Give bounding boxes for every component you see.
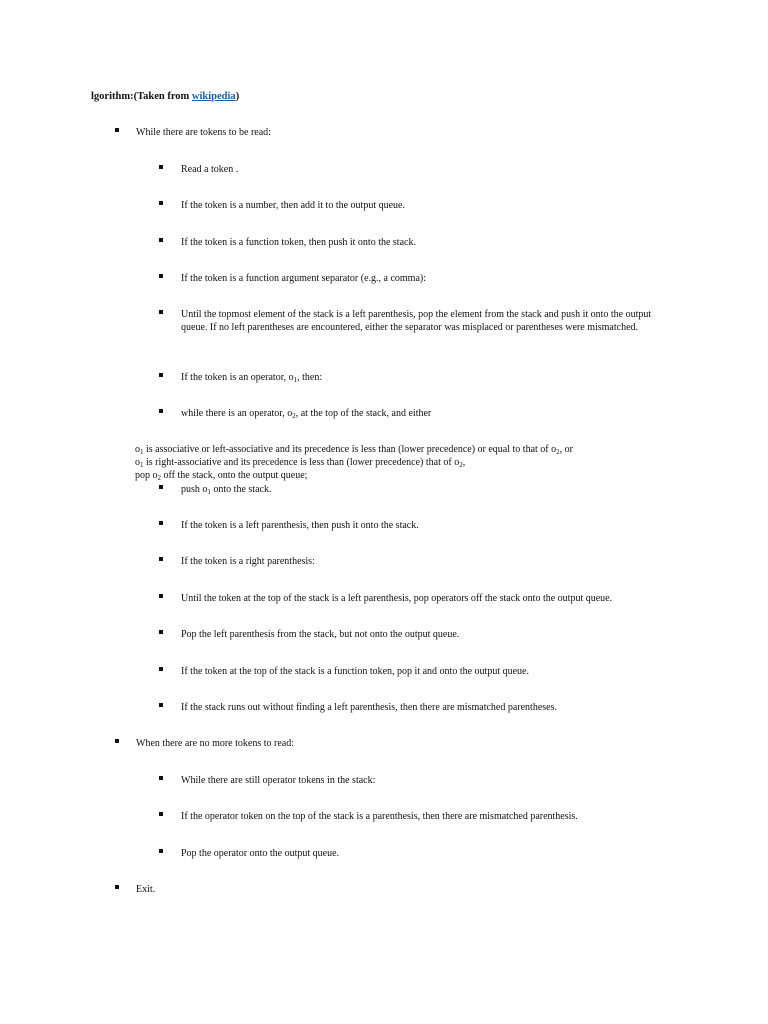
push-sub: 1 [207,488,211,496]
list-item-if-operator [181,371,322,384]
cond2-sub2: 2 [459,461,463,469]
condition-right-assoc [135,456,465,469]
list-item-read-token: Read a token . [181,164,239,175]
push-text-a: push o [181,484,208,495]
bullet-icon [159,812,163,816]
list-item-if-top-function: If the token at the top of the stack is a function token, pop it and onto the output queue. [181,666,529,677]
wikipedia-link[interactable]: wikipedia [191,91,236,102]
bullet-icon [115,128,119,132]
while-operator-text-b: , at the top of the stack, and either [295,408,432,419]
cond2-text-b: is right-associative and its precedence is less than (lower precedence) that of o [143,457,460,468]
bullet-icon [159,201,163,205]
list-item-if-number: If the token is a number, then add it to the output queue. [181,200,405,211]
bullet-icon [159,274,163,278]
list-item-if-separator: If the token is a function argument separator (e.g., a comma): [181,273,427,284]
list-item-pop-operator: Pop the operator onto the output queue. [181,848,340,859]
list-item-push-o1 [181,483,271,496]
bullet-icon [159,703,163,707]
cond1-text-a: o [135,444,140,455]
pop-text-a: pop o [135,470,158,481]
heading-prefix: lgorithm:(Taken from [91,91,190,102]
bullet-icon [159,521,163,525]
list-item-if-stack-runs-out: If the stack runs out without finding a left parenthesis, then there are mismatched parentheses. [181,702,557,713]
cond1-text-b: is associative or left-associative and its precedence is less than (lower precedence) or equal to that of o [143,444,557,455]
if-operator-text-a: If the token is an operator, o [181,372,294,383]
bullet-icon [159,165,163,169]
bullet-icon [115,885,119,889]
list-item-while-still-ops: While there are still operator tokens in the stack: [181,775,376,786]
bullet-icon [159,485,163,489]
pop-sub: 2 [157,474,161,482]
while-operator-sub: 2 [292,412,296,420]
cond2-text-a: o [135,457,140,468]
list-item-if-left-paren: If the token is a left parenthesis, then push it onto the stack. [181,520,419,531]
pop-o2-line [135,469,307,482]
bullet-icon [159,409,163,413]
bullet-icon [159,557,163,561]
list-item-exit: Exit. [136,884,156,895]
list-item-if-function: If the token is a function token, then push it onto the stack. [181,237,416,248]
heading-suffix: ) [235,91,240,102]
cond2-sub1: 1 [140,461,144,469]
bullet-icon [159,667,163,671]
bullet-icon [159,238,163,242]
bullet-icon [159,594,163,598]
bullet-icon [159,849,163,853]
bullet-icon [159,373,163,377]
pop-text-b: off the stack, onto the output queue; [161,470,308,481]
list-item-pop-left-paren: Pop the left parenthesis from the stack, but not onto the output queue. [181,629,460,640]
if-operator-text-b: , then: [297,372,323,383]
list-item-when-no-more: When there are no more tokens to read: [136,738,294,749]
page-heading [91,91,239,102]
bullet-icon [159,776,163,780]
list-item-until-left-paren: Until the topmost element of the stack is a left parenthesis, pop the element from the stack and push it onto the output queue. If no left parentheses are encountered, either the separator was misplaced or parentheses were mismatched. [181,309,652,333]
list-item-if-right-paren: If the token is a right parenthesis: [181,556,315,567]
list-item-if-op-paren: If the operator token on the top of the stack is a parenthesis, then there are mismatched parenthesis. [181,811,578,822]
bullet-icon [159,630,163,634]
list-item-while-tokens: While there are tokens to be read: [136,127,271,138]
condition-left-assoc [135,443,573,456]
list-item-until-token-left: Until the token at the top of the stack is a left parenthesis, pop operators off the stack onto the output queue. [181,593,613,604]
cond1-text-c: , or [559,444,573,455]
push-text-b: onto the stack. [210,484,272,495]
cond1-sub2: 2 [556,448,560,456]
list-item-while-operator [181,407,431,420]
if-operator-sub: 1 [293,376,298,384]
cond2-text-c: , [462,457,466,468]
cond1-sub1: 1 [140,448,144,456]
while-operator-text-a: while there is an operator, o [181,408,293,419]
bullet-icon [115,739,119,743]
bullet-icon [159,310,163,314]
